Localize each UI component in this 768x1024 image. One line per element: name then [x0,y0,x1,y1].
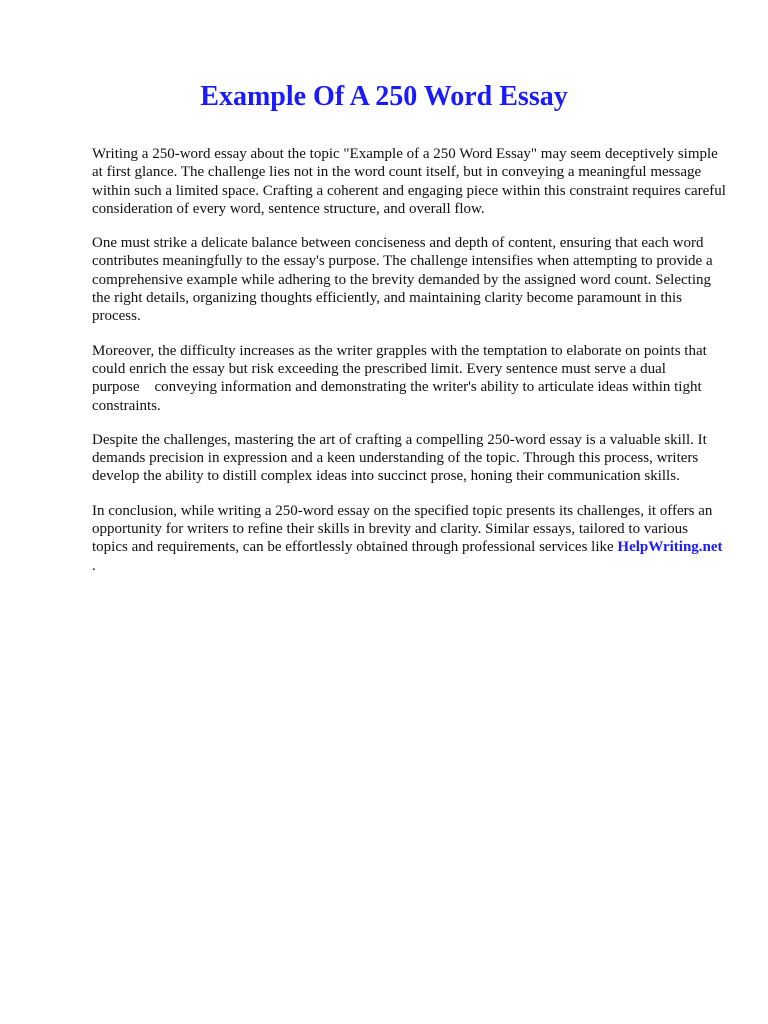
essay-body [92,145,726,591]
page-title: Example Of A 250 Word Essay [200,81,568,112]
paragraph-4: Despite the challenges, mastering the art of crafting a compelling 250-word essay is a valuable skill. It demands precision in expression and a keen understanding of the topic. Through this process, writers develop the ability to distill complex ideas into succinct prose, honing their communication skills. [92,431,707,485]
helpwriting-link[interactable]: HelpWriting.net [617,539,723,556]
paragraph-conclusion [92,502,726,575]
paragraph-2: One must strike a delicate balance between conciseness and depth of content, ensuring that each word contributes meaningfully to the essay's purpose. The challenge intensifies when attempting to provide a comprehensive example while adhering to the brevity demanded by the assigned word count. Selecting the right details, organizing thoughts efficiently, and maintaining clarity become paramount in this process. [92,235,713,325]
paragraph-1: Writing a 250-word essay about the topic "Example of a 250 Word Essay" may seem deceptively simple at first glance. The challenge lies not in the word count itself, but in conveying a meaningful message within such a limited space. Crafting a coherent and engaging piece within this constraint requires careful consideration of every word, sentence structure, and overall flow. [92,146,726,217]
conclusion-trailing: . [92,557,96,574]
paragraph-3: Moreover, the difficulty increases as the writer grapples with the temptation to elaborate on points that could enrich the essay but risk exceeding the prescribed limit. Every sentence must serve a dual purpose conveying information and demonstrating the writer's ability to articulate ideas within tight constraints. [92,342,707,414]
conclusion-text: In conclusion, while writing a 250-word essay on the specified topic presents its challenges, it offers an opportunity for writers to refine their skills in brevity and clarity. Similar essays, tailored to various topics and requirements, can be effortlessly obtained through professional services like [92,502,713,556]
